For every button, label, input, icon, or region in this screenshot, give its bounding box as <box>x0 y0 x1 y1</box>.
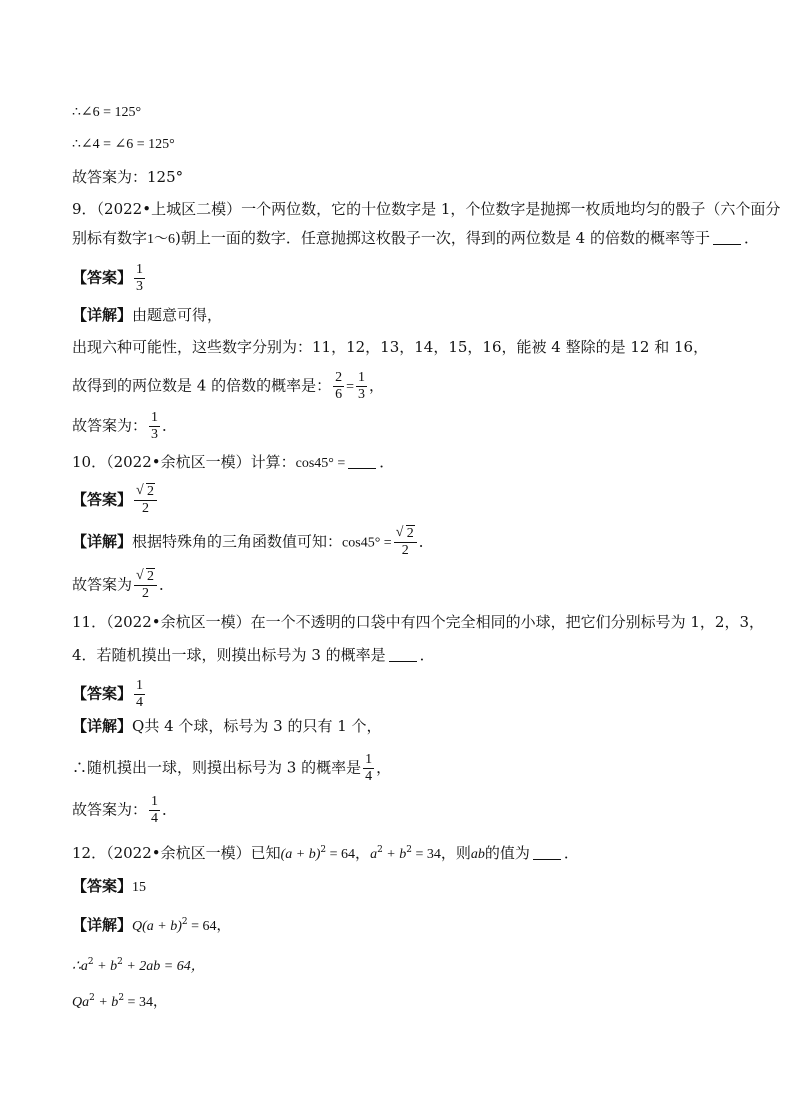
q12-answer: 【答案】15 <box>72 877 147 895</box>
q10-final: 故答案为 √ 2 2 ． <box>72 568 175 601</box>
question-9-line2: 别标有数字1～6)朝上一面的数字．任意抛掷这枚骰子一次，得到的两位数是 4 的倍数的概率等于 ． <box>72 229 759 247</box>
q11-detail-1: 【详解】Q共 4 个球，标号为 3 的只有 1 个， <box>72 717 382 735</box>
q12-detail-1: 【详解】$Q(a + b)^2 = 64$， <box>72 916 231 934</box>
question-9-line1: 9．（2022•上城区二模）一个两位数，它的十位数字是 1，个位数字是抛掷一枚质地均匀的骰子（六个面分 <box>72 200 781 218</box>
line-angle6: ∴∠6 = 125° <box>72 105 142 120</box>
q12-detail-2: $\therefore a^2 + b^2 + 2ab = 64$， <box>72 957 205 974</box>
question-12: 12．（2022•余杭区一模）已知$(a + b)^2 = 64$，$a^2 + b^2 = 34$，则ab的值为 ． <box>72 844 579 862</box>
question-10: 10．（2022•余杭区一模）计算：cos45° = ． <box>72 453 395 471</box>
q9-answer <box>72 262 730 295</box>
line-answer-125: 故答案为：125° <box>72 168 184 186</box>
answer-tag: 【答案】 <box>72 268 133 287</box>
q11-detail-2: ∴随机摸出一球，则摸出标号为 3 的概率是 $\frac{1}{4}$ ， <box>72 752 392 784</box>
answer-blank <box>713 230 741 245</box>
q9-final: 故答案为： $\frac{1}{3}$ ． <box>72 410 178 442</box>
q12-detail-3: $Qa^2 + b^2 = 34$， <box>72 993 167 1010</box>
q11-answer: 【答案】 $\frac{1}{4}$ <box>72 678 144 710</box>
question-11-line1: 11．（2022•余杭区一模）在一个不透明的口袋中有四个完全相同的小球，把它们分别标号为 1，2，3， <box>72 613 765 631</box>
q9-detail-2: 出现六种可能性，这些数字分别为：11，12，13，14，15，16，能被 4 整除的是 12 和 16， <box>72 338 709 356</box>
line-angle4: ∴∠4 = ∠6 = 125° <box>72 137 175 152</box>
q10-detail: 【详解】根据特殊角的三角函数值可知：cos45° = √ 2 2 ． <box>72 525 434 558</box>
q9-detail-3: 故得到的两位数是 4 的倍数的概率是： $\frac{2}{6}$ = $\frac{1}{3}$ ， <box>72 370 385 402</box>
q9-detail-1: 【详解】由题意可得， <box>72 306 223 324</box>
fraction: $\frac{1}{3}$ <box>136 262 144 294</box>
question-11-line2: 4．若随机摸出一球，则摸出标号为 3 的概率是 ． <box>72 646 435 664</box>
q11-final: 故答案为： $\frac{1}{4}$ ． <box>72 794 178 826</box>
q10-answer: 【答案】 √ 2 2 <box>72 484 730 517</box>
